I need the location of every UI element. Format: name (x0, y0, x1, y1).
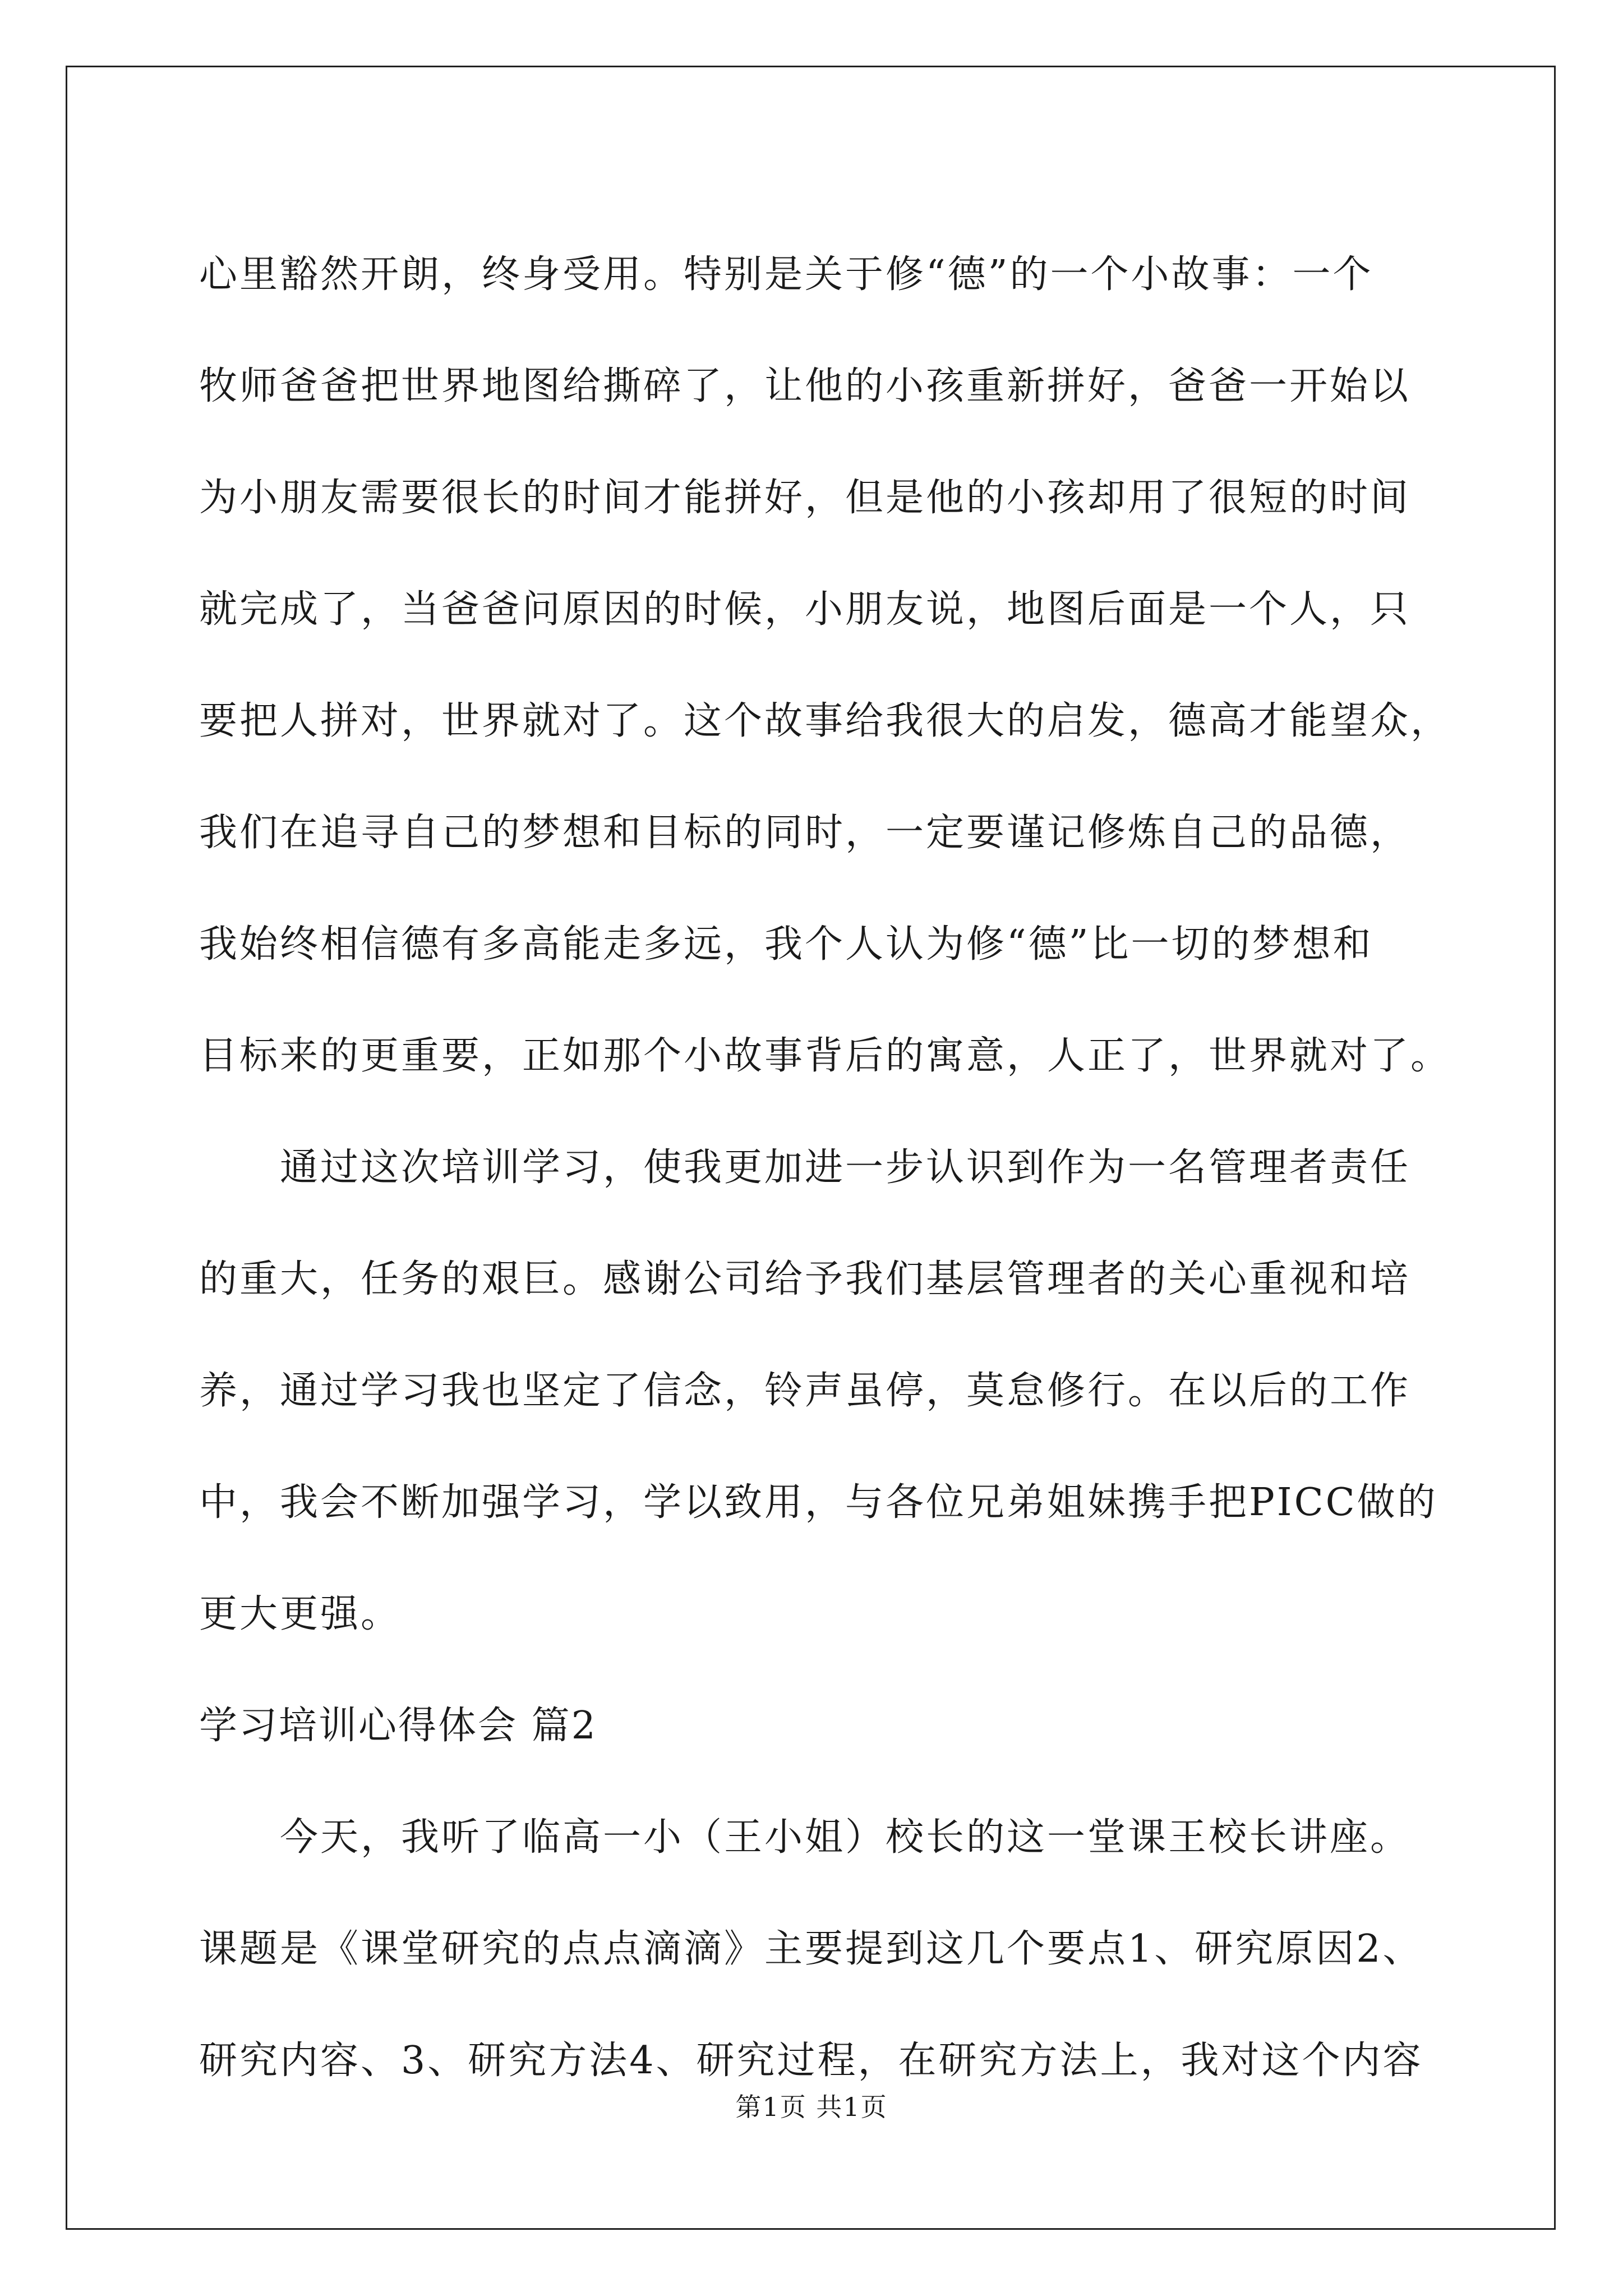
text-line: 我始终相信德有多高能走多远，我个人认为修“德”比一切的梦想和 (199, 922, 1373, 967)
text-line: 目标来的更重要，正如那个小故事背后的寓意，人正了，世界就对了。 (199, 1034, 1451, 1078)
document-body (199, 219, 1450, 2116)
text-line: 牧师爸爸把世界地图给撕碎了，让他的小孩重新拼好，爸爸一开始以 (199, 364, 1411, 408)
text-line: 研究内容、3、研究方法4、研究过程，在研究方法上，我对这个内容 (199, 2039, 1423, 2083)
text-line: 课题是《课堂研究的点点滴滴》主要提到这几个要点1、研究原因2、 (199, 1927, 1423, 1971)
text-line: 的重大，任务的艰巨。感谢公司给予我们基层管理者的关心重视和培 (199, 1257, 1411, 1301)
text-line: 中，我会不断加强学习，学以致用，与各位兄弟姐妹携手把PICC做的 (199, 1480, 1438, 1525)
paragraph-start-line: 今天，我听了临高一小（王小姐）校长的这一堂课王校长讲座。 (280, 1815, 1411, 1860)
text-line: 心里豁然开朗，终身受用。特别是关于修“德”的一个小故事：一个 (199, 252, 1373, 297)
page-number-footer: 第1页 共1页 (735, 2092, 888, 2122)
text-line: 养，通过学习我也坚定了信念，铃声虽停，莫怠修行。在以后的工作 (199, 1369, 1411, 1413)
paragraph-start-line: 通过这次培训学习，使我更加进一步认识到作为一名管理者责任 (280, 1145, 1411, 1190)
section-heading: 学习培训心得体会 篇2 (199, 1704, 597, 1748)
text-line: 更大更强。 (199, 1592, 402, 1636)
text-line: 我们在追寻自己的梦想和目标的同时，一定要谨记修炼自己的品德， (199, 811, 1411, 855)
text-line: 要把人拼对，世界就对了。这个故事给我很大的启发，德高才能望众， (199, 699, 1451, 743)
text-line: 为小朋友需要很长的时间才能拼好，但是他的小孩却用了很短的时间 (199, 476, 1411, 520)
text-line: 就完成了，当爸爸问原因的时候，小朋友说，地图后面是一个人，只 (199, 587, 1411, 632)
